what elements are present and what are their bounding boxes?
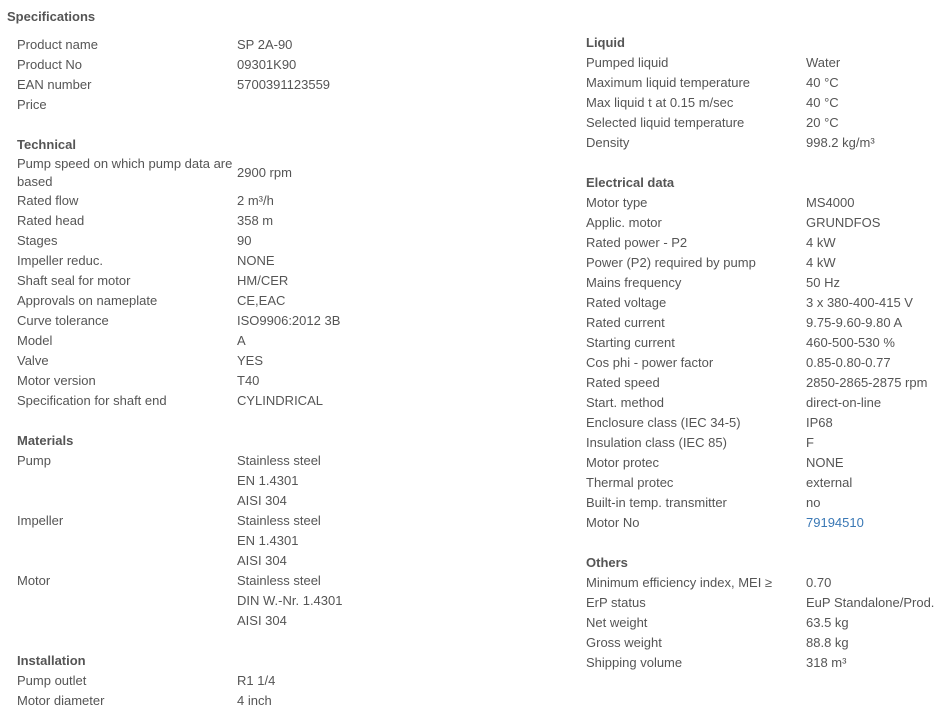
spec-label: Rated speed	[586, 375, 660, 390]
general-section	[17, 35, 557, 115]
spec-value: IP68	[806, 415, 833, 430]
spec-value: MS4000	[806, 195, 855, 210]
spec-label: Cos phi - power factor	[586, 355, 714, 370]
spec-row-price	[17, 95, 557, 115]
spec-value: A	[237, 333, 246, 348]
right-column	[586, 33, 951, 673]
spec-value: CYLINDRICAL	[237, 393, 323, 408]
spec-label: Power (P2) required by pump	[586, 255, 756, 270]
spec-value: CE,EAC	[237, 293, 286, 308]
spec-value: HM/CER	[237, 273, 289, 288]
spec-label: Built-in temp. transmitter	[586, 495, 727, 510]
spec-row-power-required	[586, 253, 951, 273]
spec-label: Approvals on nameplate	[17, 293, 158, 308]
spec-row-motor-diameter	[17, 691, 557, 711]
spec-row-rated-speed	[586, 373, 951, 393]
spec-label: Pump speed on which pump data are based	[17, 156, 233, 189]
spec-row-applic-motor	[586, 213, 951, 233]
spec-value: 63.5 kg	[806, 615, 849, 630]
spec-row-material-pump	[17, 451, 557, 511]
spec-row-pump-speed	[17, 155, 557, 191]
spec-row-product-name	[17, 35, 557, 55]
installation-section	[17, 651, 557, 711]
spec-row-density	[586, 133, 951, 153]
spec-row-net-weight	[586, 613, 951, 633]
spec-label: Enclosure class (IEC 34-5)	[586, 415, 741, 430]
electrical-section	[586, 173, 951, 533]
spec-value: AISI 304	[237, 493, 287, 508]
spec-row-shipping-volume	[586, 653, 951, 673]
spec-row-rated-power	[586, 233, 951, 253]
section-title-installation: Installation	[17, 653, 86, 668]
spec-row-selected-liquid-temp	[586, 113, 951, 133]
spec-label: Valve	[17, 353, 49, 368]
spec-value: external	[806, 475, 853, 490]
spec-value: 9.75-9.60-9.80 A	[806, 315, 903, 330]
spec-row-material-motor	[17, 571, 557, 631]
spec-label: Motor version	[17, 373, 96, 388]
spec-row-ean-number	[17, 75, 557, 95]
spec-row-impeller-reduc	[17, 251, 557, 271]
spec-value: 5700391123559	[237, 77, 331, 92]
technical-section	[17, 135, 557, 411]
spec-label: Rated voltage	[586, 295, 667, 310]
spec-row-erp-status	[586, 593, 951, 613]
spec-row-material-impeller	[17, 511, 557, 571]
spec-value: 460-500-530 %	[806, 335, 895, 350]
spec-label: Price	[17, 97, 47, 112]
spec-label: EAN number	[17, 77, 92, 92]
spec-label: Impeller reduc.	[17, 253, 103, 268]
spec-row-motor-version	[17, 371, 557, 391]
spec-label: Rated flow	[17, 193, 79, 208]
spec-row-pumped-liquid	[586, 53, 951, 73]
spec-label: Minimum efficiency index, MEI ≥	[586, 575, 773, 590]
spec-label: Thermal protec	[586, 475, 674, 490]
spec-value: no	[806, 495, 821, 510]
spec-label: Rated power - P2	[586, 235, 688, 250]
spec-label: Shaft seal for motor	[17, 273, 131, 288]
spec-row-mains-frequency	[586, 273, 951, 293]
spec-label: Motor protec	[586, 455, 659, 470]
spec-label: Motor	[17, 573, 51, 588]
spec-value: 4 kW	[806, 255, 836, 270]
spec-value: T40	[237, 373, 260, 388]
spec-value: AISI 304	[237, 613, 287, 628]
spec-row-temp-transmitter	[586, 493, 951, 513]
spec-row-starting-current	[586, 333, 951, 353]
spec-value: ISO9906:2012 3B	[237, 313, 341, 328]
spec-row-motor-protec	[586, 453, 951, 473]
spec-value: 20 °C	[806, 115, 839, 130]
spec-value: 90	[237, 233, 252, 248]
spec-label: Impeller	[17, 513, 64, 528]
spec-row-insulation-class	[586, 433, 951, 453]
spec-value: 2900 rpm	[237, 165, 292, 180]
spec-label: Net weight	[586, 615, 648, 630]
spec-label: Stages	[17, 233, 58, 248]
spec-value: 998.2 kg/m³	[806, 135, 875, 150]
spec-value: SP 2A-90	[237, 37, 293, 52]
spec-row-max-liquid-t	[586, 93, 951, 113]
spec-row-gross-weight	[586, 633, 951, 653]
spec-value: 50 Hz	[806, 275, 840, 290]
spec-label: Max liquid t at 0.15 m/sec	[586, 95, 734, 110]
spec-row-rated-head	[17, 211, 557, 231]
spec-value: 0.85-0.80-0.77	[806, 355, 891, 370]
spec-value: AISI 304	[237, 553, 287, 568]
spec-value: 2850-2865-2875 rpm	[806, 375, 928, 390]
spec-row-model	[17, 331, 557, 351]
section-title-electrical: Electrical data	[586, 175, 675, 190]
spec-value: 88.8 kg	[806, 635, 849, 650]
spec-label: Rated head	[17, 213, 85, 228]
spec-value: DIN W.-Nr. 1.4301	[237, 593, 343, 608]
spec-value: EN 1.4301	[237, 473, 299, 488]
spec-value: 4 kW	[806, 235, 836, 250]
spec-label: Pump outlet	[17, 673, 87, 688]
spec-row-rated-flow	[17, 191, 557, 211]
left-column	[17, 35, 557, 711]
spec-label: Pumped liquid	[586, 55, 669, 70]
spec-label: Applic. motor	[586, 215, 662, 230]
spec-row-max-liquid-temp	[586, 73, 951, 93]
spec-label: Pump	[17, 453, 51, 468]
spec-row-stages	[17, 231, 557, 251]
spec-label: Selected liquid temperature	[586, 115, 745, 130]
section-title-materials: Materials	[17, 433, 74, 448]
spec-value: EN 1.4301	[237, 533, 299, 548]
spec-value: Stainless steel	[237, 453, 321, 468]
spec-value: EuP Standalone/Prod.	[806, 595, 935, 610]
spec-row-shaft-end	[17, 391, 557, 411]
spec-value: 318 m³	[806, 655, 847, 670]
spec-label: Motor No	[586, 515, 640, 530]
spec-label: Motor diameter	[17, 693, 105, 708]
spec-value: NONE	[806, 455, 844, 470]
spec-label: Product No	[17, 57, 83, 72]
spec-value: Water	[806, 55, 841, 70]
spec-value: 4 inch	[237, 693, 272, 708]
spec-value: direct-on-line	[806, 395, 882, 410]
motor-no-link[interactable]: 79194510	[806, 515, 864, 530]
spec-label: Maximum liquid temperature	[586, 75, 751, 90]
spec-value: 3 x 380-400-415 V	[806, 295, 913, 310]
liquid-section	[586, 33, 951, 153]
section-title-technical: Technical	[17, 137, 77, 152]
page-title: Specifications	[7, 9, 96, 24]
spec-row-product-no	[17, 55, 557, 75]
spec-label: Start. method	[586, 395, 665, 410]
spec-label: Starting current	[586, 335, 675, 350]
spec-label: Density	[586, 135, 630, 150]
spec-row-valve	[17, 351, 557, 371]
spec-row-thermal-protec	[586, 473, 951, 493]
spec-label: Shipping volume	[586, 655, 683, 670]
spec-row-cos-phi	[586, 353, 951, 373]
spec-label: ErP status	[586, 595, 646, 610]
spec-row-motor-no	[586, 513, 951, 533]
section-title-others: Others	[586, 555, 628, 570]
spec-row-motor-type	[586, 193, 951, 213]
spec-label: Rated current	[586, 315, 665, 330]
spec-value: R1 1/4	[237, 673, 276, 688]
spec-label: Mains frequency	[586, 275, 682, 290]
spec-value: 0.70	[806, 575, 832, 590]
spec-row-shaft-seal	[17, 271, 557, 291]
spec-row-mei	[586, 573, 951, 593]
spec-value: 09301K90	[237, 57, 297, 72]
section-title-liquid: Liquid	[586, 35, 625, 50]
spec-row-pump-outlet	[17, 671, 557, 691]
spec-value: YES	[237, 353, 264, 368]
spec-value: 40 °C	[806, 75, 839, 90]
spec-row-rated-current	[586, 313, 951, 333]
spec-label: Product name	[17, 37, 98, 52]
spec-row-enclosure-class	[586, 413, 951, 433]
spec-value: 40 °C	[806, 95, 839, 110]
spec-label: Specification for shaft end	[17, 393, 167, 408]
spec-value: 2 m³/h	[237, 193, 274, 208]
spec-row-rated-voltage	[586, 293, 951, 313]
spec-label: Motor type	[586, 195, 648, 210]
spec-row-curve-tolerance	[17, 311, 557, 331]
others-section	[586, 553, 951, 673]
materials-section	[17, 431, 557, 631]
spec-row-start-method	[586, 393, 951, 413]
spec-value: Stainless steel	[237, 573, 321, 588]
spec-value: NONE	[237, 253, 275, 268]
spec-label: Curve tolerance	[17, 313, 109, 328]
spec-label: Insulation class (IEC 85)	[586, 435, 727, 450]
spec-label: Model	[17, 333, 53, 348]
spec-value: GRUNDFOS	[806, 215, 881, 230]
spec-row-approvals	[17, 291, 557, 311]
spec-value: Stainless steel	[237, 513, 321, 528]
spec-value: F	[806, 435, 814, 450]
spec-value: 358 m	[237, 213, 274, 228]
spec-label: Gross weight	[586, 635, 662, 650]
